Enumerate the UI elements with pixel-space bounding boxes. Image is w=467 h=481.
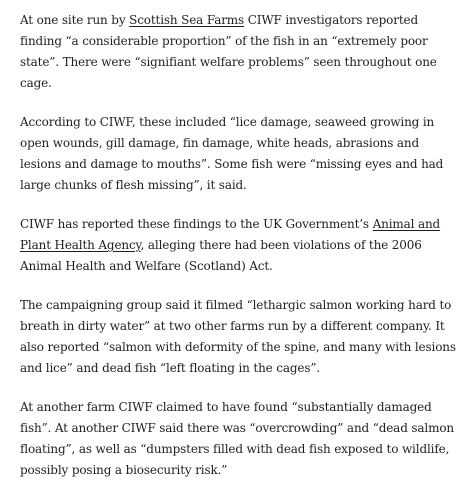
paragraph xyxy=(20,112,459,196)
text-segment: The campaigning group said it filmed “lethargic salmon working hard to xyxy=(20,298,452,312)
paragraph xyxy=(20,295,459,379)
text-line xyxy=(20,256,459,277)
text-line xyxy=(20,73,459,94)
text-line xyxy=(20,358,459,379)
text-segment: , alleging there had been violations of the 2006 xyxy=(140,238,422,252)
text-segment: large chunks of flesh missing”, it said. xyxy=(20,178,247,192)
link-animal-plant-health-agency[interactable]: Animal and xyxy=(372,217,441,231)
text-segment: floating”, as well as “dumpsters filled with dead fish exposed to wildlife, xyxy=(20,442,450,456)
text-segment: also reported “salmon with deformity of the spine, and many with lesions xyxy=(20,340,456,354)
text-line xyxy=(20,154,459,175)
text-line xyxy=(20,418,459,439)
text-segment: At one site run by xyxy=(20,13,130,27)
link-scottish-sea-farms[interactable]: Scottish Sea Farms xyxy=(129,13,245,27)
text-segment: possibly posing a biosecurity risk.” xyxy=(20,463,228,477)
text-line xyxy=(20,235,459,256)
text-segment: open wounds, gill damage, fin damage, white heads, abrasions and xyxy=(20,136,420,150)
paragraph xyxy=(20,10,459,94)
text-segment: CIWF has reported these findings to the UK Government’s xyxy=(20,217,373,231)
text-segment: state”. There were “signifiant welfare problems” seen throughout one xyxy=(20,55,437,69)
text-line xyxy=(20,460,459,481)
text-segment: and lice” and dead fish “left floating in the cages”. xyxy=(20,361,320,375)
text-segment: At another farm CIWF claimed to have found “substantially damaged xyxy=(20,400,432,414)
text-segment: finding “a considerable proportion” of the fish in an “extremely poor xyxy=(20,34,428,48)
text-segment: breath in dirty water” at two other farms run by a different company. It xyxy=(20,319,445,333)
text-line xyxy=(20,316,459,337)
text-segment: cage. xyxy=(20,76,52,90)
text-line xyxy=(20,10,459,31)
text-segment: fish”. At another CIWF said there was “overcrowding” and “dead salmon xyxy=(20,421,454,435)
text-line xyxy=(20,214,459,235)
text-line xyxy=(20,397,459,418)
text-segment: Animal Health and Welfare (Scotland) Act. xyxy=(20,259,273,273)
text-segment: lesions and damage to mouths”. Some fish were “missing eyes and had xyxy=(20,157,444,171)
link-animal-plant-health-agency[interactable]: Plant Health Agency xyxy=(20,238,141,252)
text-line xyxy=(20,337,459,358)
text-line xyxy=(20,295,459,316)
text-line xyxy=(20,112,459,133)
paragraph xyxy=(20,214,459,277)
text-line xyxy=(20,31,459,52)
text-line xyxy=(20,175,459,196)
text-line xyxy=(20,52,459,73)
paragraph xyxy=(20,397,459,481)
text-segment: According to CIWF, these included “lice damage, seaweed growing in xyxy=(20,115,435,129)
text-line xyxy=(20,439,459,460)
text-line xyxy=(20,133,459,154)
text-segment: CIWF investigators reported xyxy=(244,13,418,27)
